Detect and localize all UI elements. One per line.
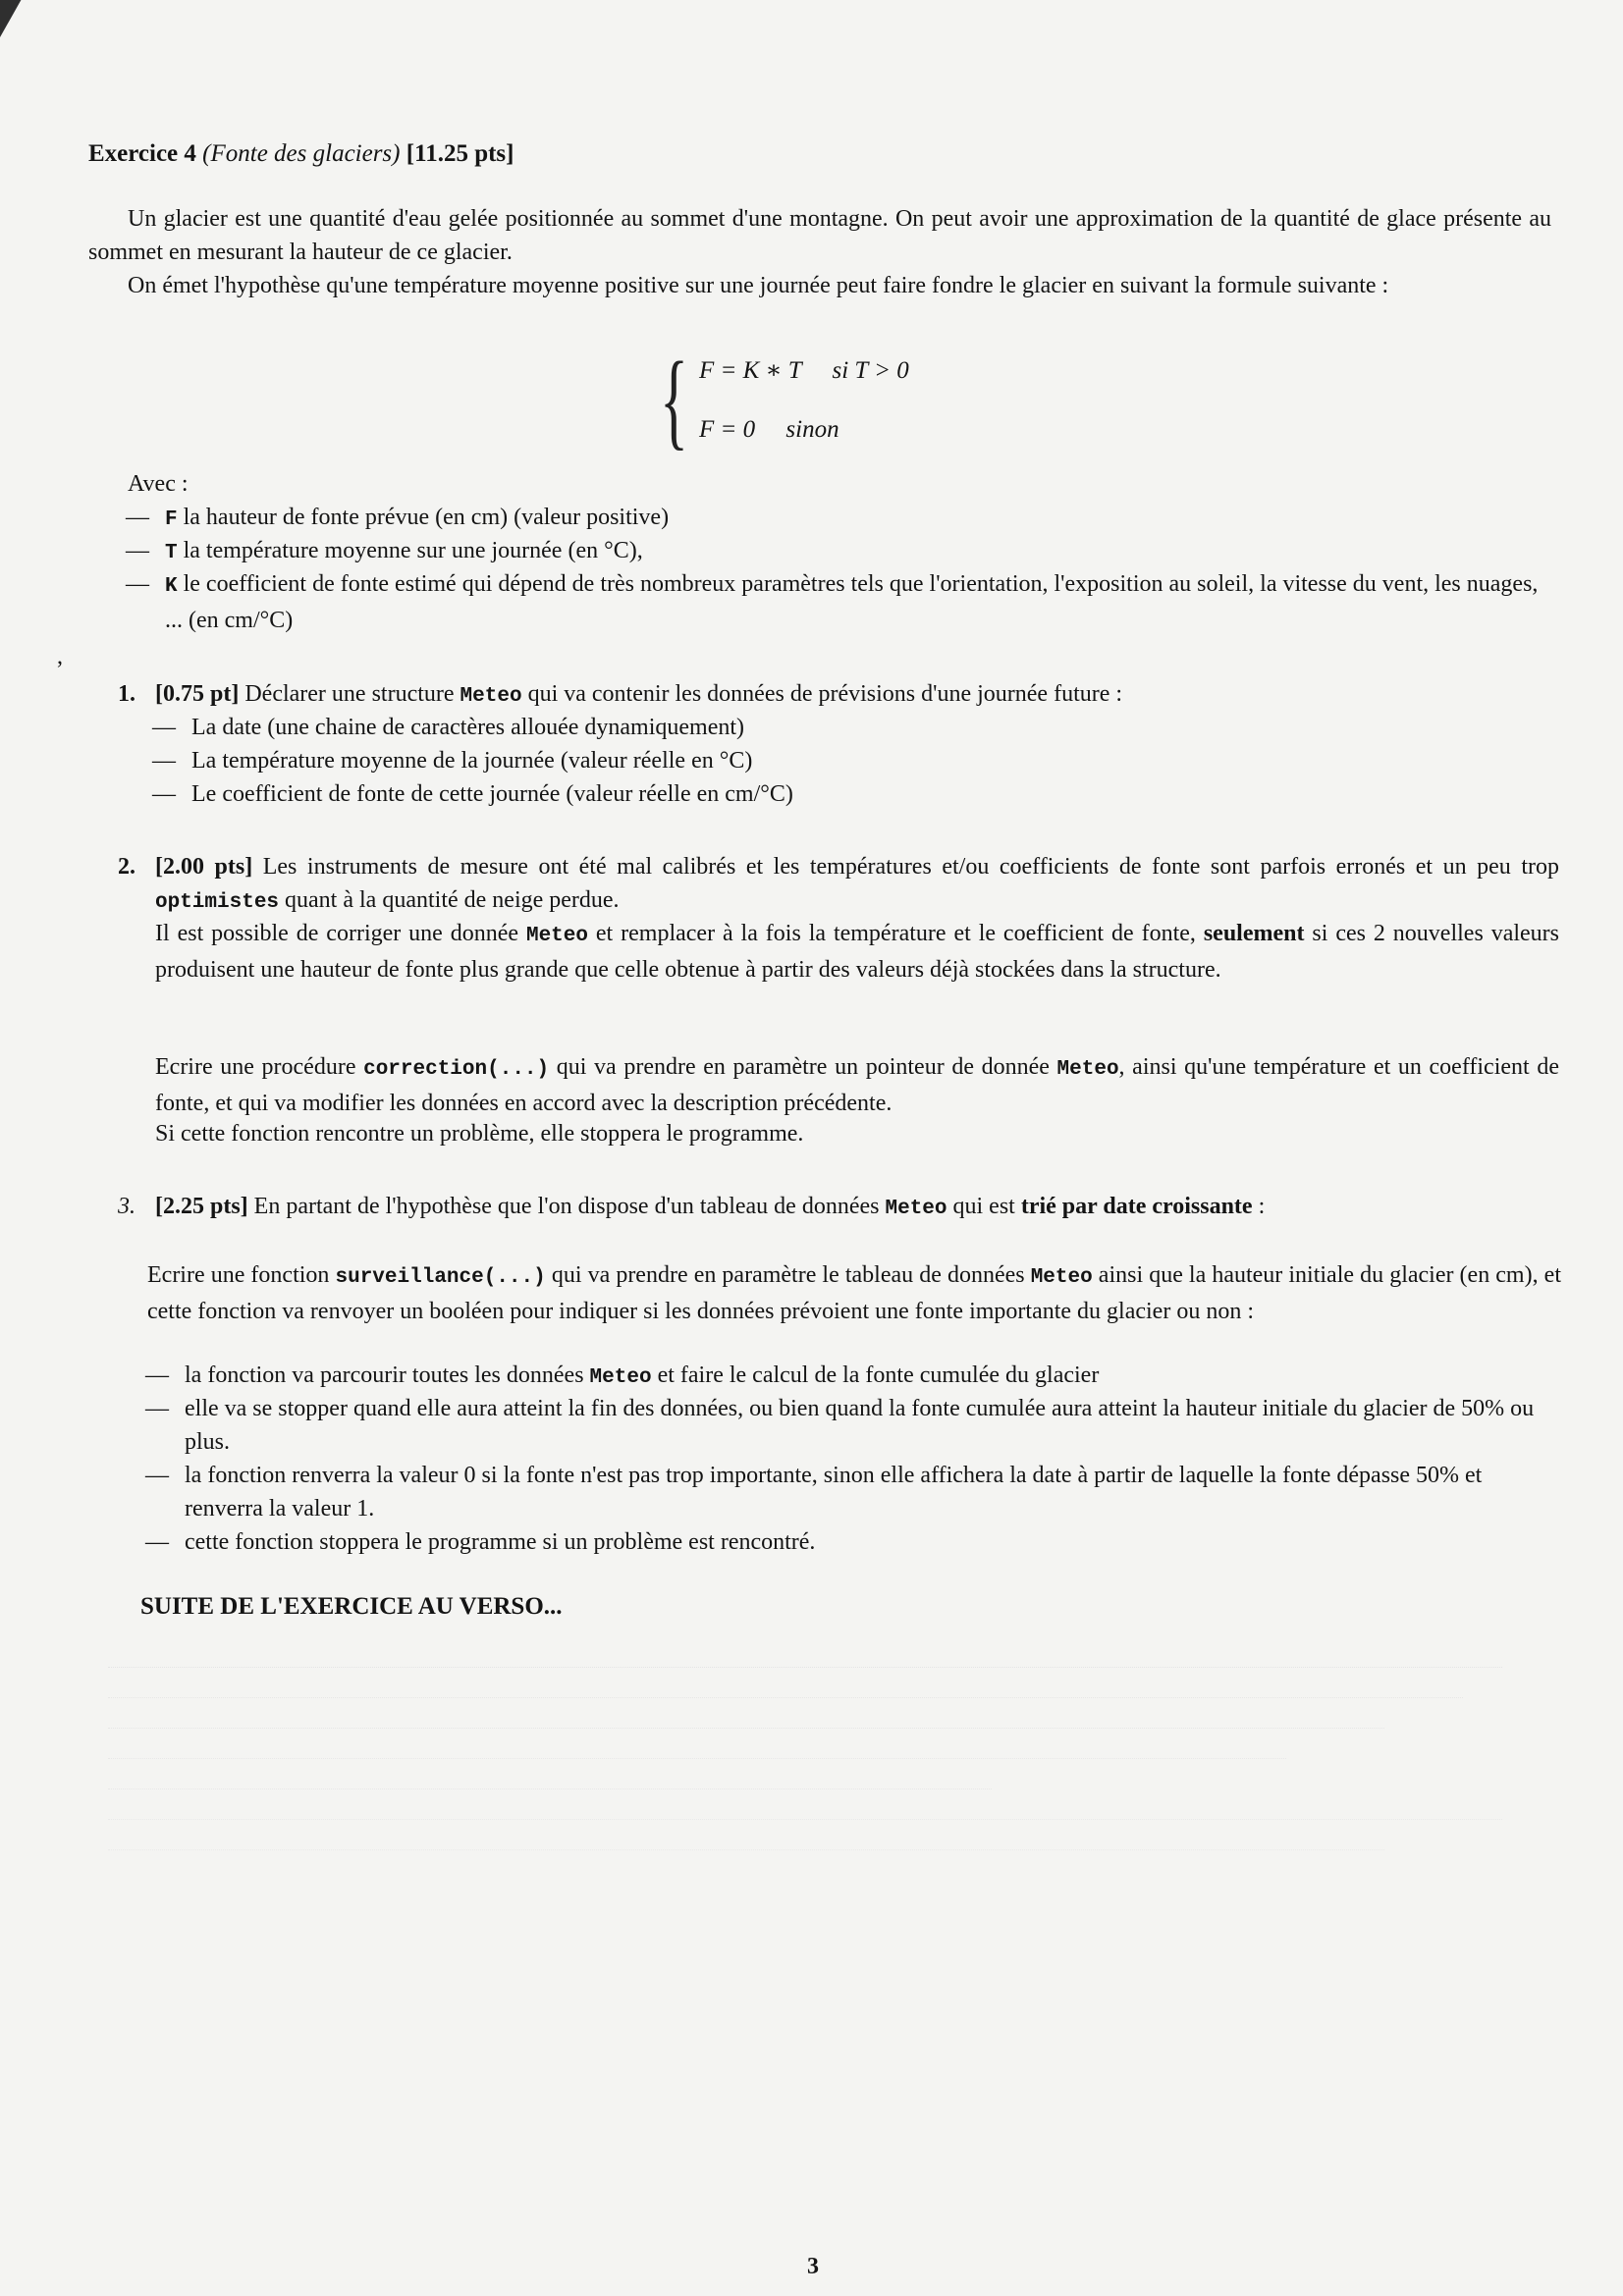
q1-item-temperature: — La température moyenne de la journée (valeur réelle en °C) [152,748,753,774]
question-2-paragraph-1: 2. [2.00 pts] Les instruments de mesure ont été mal calibrés et les températures et/ou coefficients de fonte sont parfois erronés et un peu trop optimistes quant à la quantité de neige perdue. [155,850,1559,920]
question-2-points: [2.00 pts] [155,854,253,880]
question-2-paragraph-4: Si cette fonction rencontre un problème, elle stoppera le programme. [155,1121,804,1147]
bleed-through-texture [108,1637,1581,1850]
avec-item-k: — K le coefficient de fonte estimé qui dépend de très nombreux paramètres tels que l'orientation, l'exposition au soleil, la vitesse du vent, les nuages, ... (en cm/°C) [126,571,1539,633]
question-2-paragraph-3: Ecrire une procédure correction(...) qui va prendre en paramètre un pointeur de donnée Meteo, ainsi qu'une température et un coefficient de fonte, et qui va modifier les données en accord avec la description précédente. [155,1054,1559,1116]
intro-paragraph-2: On émet l'hypothèse qu'une température moyenne positive sur une journée peut faire fondre le glacier en suivant la formule suivante : [128,273,1389,298]
avec-item-t: — T la température moyenne sur une journée (en °C), [126,538,643,564]
code-k: K [165,575,178,598]
q3-item-2: — elle va se stopper quand elle aura atteint la fin des données, ou bien quand la fonte cumulée aura atteint la hauteur initiale du glacier de 50% ou plus. [145,1396,1535,1455]
melt-formula [660,340,994,461]
question-1: 1. [0.75 pt] Déclarer une structure Meteo qui va contenir les données de prévisions d'une journée future : [155,677,1559,714]
question-3-number: 3. [118,1194,135,1219]
question-3-paragraph-1: 3. [2.25 pts] En partant de l'hypothèse que l'on dispose d'un tableau de données Meteo qui est trié par date croissante : [155,1190,1559,1226]
page-number: 3 [807,2254,819,2279]
q1-item-coefficient: — Le coefficient de fonte de cette journée (valeur réelle en cm/°C) [152,781,793,807]
question-2-number: 2. [118,854,135,880]
q3-item-1: — la fonction va parcourir toutes les données Meteo et faire le calcul de la fonte cumulée du glacier [145,1362,1100,1389]
q3-item-3: — la fonction renverra la valeur 0 si la fonte n'est pas trop importante, sinon elle affichera la date à partir de laquelle la fonte dépasse 50% et renverra la valeur 1. [145,1463,1483,1522]
code-f: F [165,508,178,531]
question-1-number: 1. [118,681,135,707]
question-2-paragraph-2: Il est possible de corriger une donnée Meteo et remplacer à la fois la température et le coefficient de fonte, seulement si ces 2 nouvelles valeurs produisent une hauteur de fonte plus grande que celle obtenue à partir des valeurs déjà stockées dans la structure. [155,921,1560,983]
intro-paragraph-1: Un glacier est une quantité d'eau gelée positionnée au sommet d'une montagne. On peut avoir une approximation de la quantité de glace présente au sommet en mesurant la hauteur de ce glacier. [88,206,1551,265]
exercise-subject: (Fonte des glaciers) [202,140,401,167]
formula-line-1: F = K ∗ T si T > 0 [699,357,909,384]
code-t: T [165,542,178,564]
formula-line-2: F = 0 sinon [699,416,839,443]
exercise-points: [11.25 pts] [406,140,514,167]
exercise-title [88,137,514,171]
stray-comma: , [57,644,63,669]
question-3-points: [2.25 pts] [155,1194,248,1219]
suite-au-verso: SUITE DE L'EXERCICE AU VERSO... [140,1593,563,1620]
q1-item-date: — La date (une chaine de caractères allouée dynamiquement) [152,715,745,740]
exercise-label: Exercice 4 [88,140,196,167]
formula-brace: { [660,340,689,459]
question-3-paragraph-2: Ecrire une fonction surveillance(...) qui va prendre en paramètre le tableau de données Meteo ainsi que la hauteur initiale du glacier (en cm), et cette fonction va renvoyer un booléen pour indiquer si les données prévoient une fonte importante du glacier ou non : [147,1262,1561,1324]
q3-item-4: — cette fonction stoppera le programme si un problème est rencontré. [145,1529,816,1555]
avec-label: Avec : [128,471,189,497]
avec-item-f: — F la hauteur de fonte prévue (en cm) (valeur positive) [126,505,670,531]
scan-corner-mark [0,0,108,37]
question-1-points: [0.75 pt] [155,681,240,707]
